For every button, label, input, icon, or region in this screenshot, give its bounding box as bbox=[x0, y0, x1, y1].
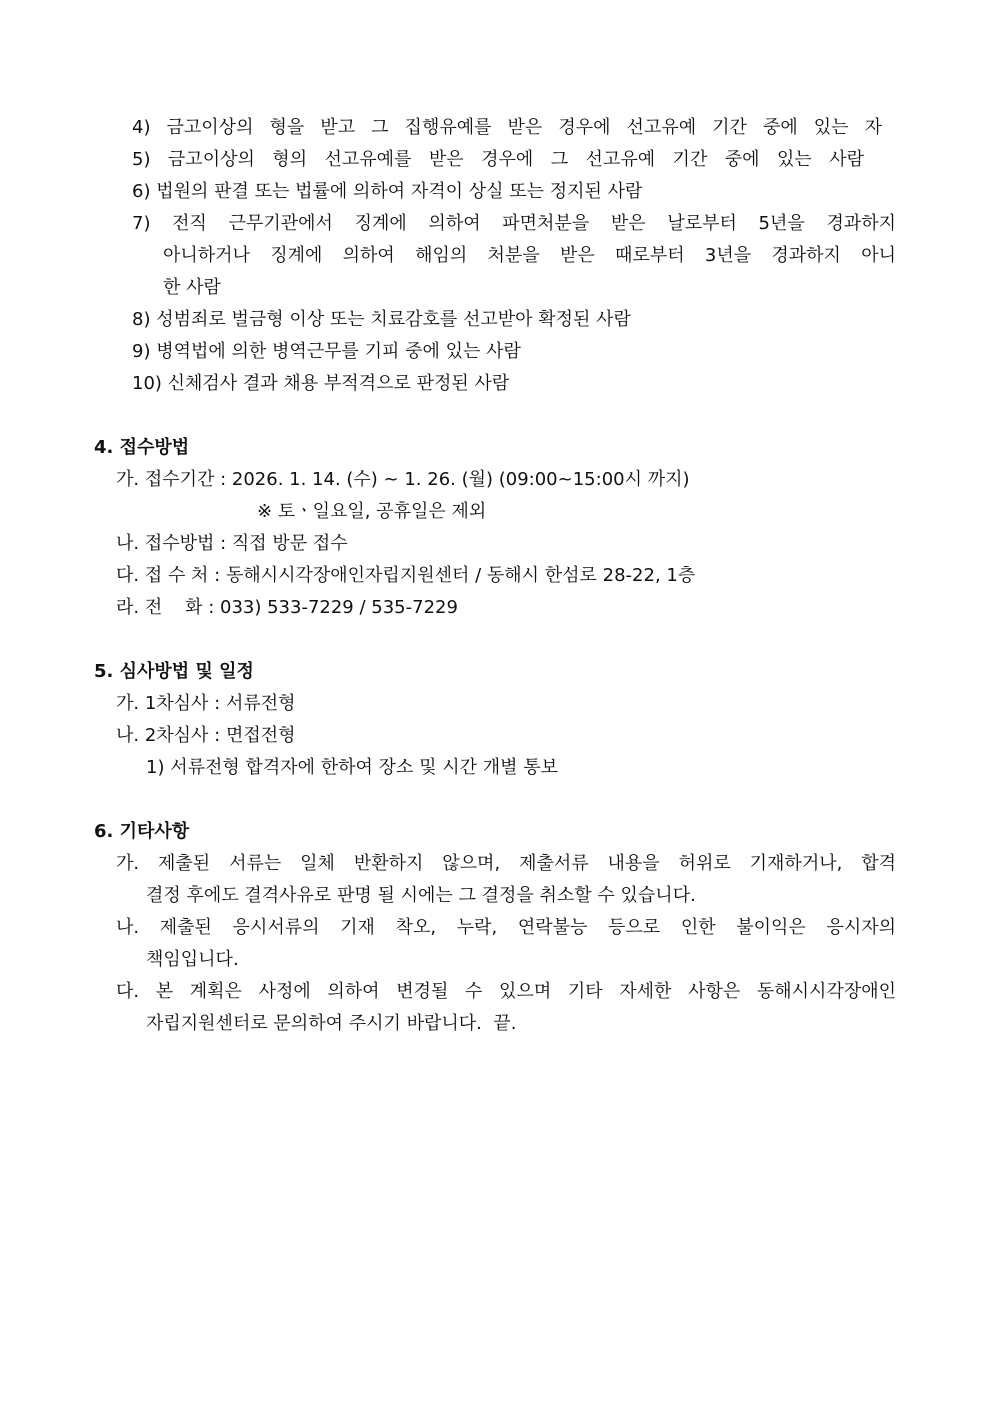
disqualification-item-6: 6) 법원의 판결 또는 법률에 의하여 자격이 상실 또는 정지된 사람 bbox=[132, 181, 643, 202]
disqualification-item-7: 7) 전직 근무기관에서 징계에 의하여 파면처분을 받은 날로부터 5년을 경과하지 bbox=[132, 213, 896, 234]
reception-method: 나. 접수방법 : 직접 방문 접수 bbox=[116, 533, 348, 554]
reception-period-note: ※ 토ㆍ일요일, 공휴일은 제외 bbox=[257, 501, 487, 522]
disqualification-item-5: 5) 금고이상의 형의 선고유예를 받은 경우에 그 선고유예 기간 중에 있는 사람 bbox=[132, 149, 864, 170]
first-screening: 가. 1차심사 : 서류전형 bbox=[116, 693, 296, 714]
reception-place: 다. 접 수 처 : 동해시시각장애인자립지원센터 / 동해시 한섬로 28-22, 1층 bbox=[116, 565, 696, 586]
disqualification-item-9: 9) 병역법에 의한 병역근무를 기피 중에 있는 사람 bbox=[132, 341, 521, 362]
disqualification-item-8: 8) 성범죄로 벌금형 이상 또는 치료감호를 선고받아 확정된 사람 bbox=[132, 309, 631, 330]
reception-period: 가. 접수기간 : 2026. 1. 14. (수) ~ 1. 26. (월) (09:00~15:00시 까지) bbox=[116, 469, 690, 490]
disqualification-item-7-cont2: 한 사람 bbox=[163, 277, 221, 298]
second-screening: 나. 2차심사 : 면접전형 bbox=[116, 725, 296, 746]
disqualification-item-4: 4) 금고이상의 형을 받고 그 집행유예를 받은 경우에 선고유예 기간 중에 있는 자 bbox=[132, 117, 882, 138]
disqualification-item-7-cont: 아니하거나 징계에 의하여 해임의 처분을 받은 때로부터 3년을 경과하지 아니 bbox=[163, 245, 896, 266]
section-6-title: 6. 기타사항 bbox=[94, 821, 190, 842]
disqualification-item-10: 10) 신체검사 결과 채용 부적격으로 판정된 사람 bbox=[132, 373, 510, 394]
note-a-line-2: 결정 후에도 결격사유로 판명 될 시에는 그 결정을 취소할 수 있습니다. bbox=[146, 885, 696, 906]
reception-phone: 라. 전 화 : 033) 533-7229 / 535-7229 bbox=[116, 597, 458, 618]
note-a-line-1: 가. 제출된 서류는 일체 반환하지 않으며, 제출서류 내용을 허위로 기재하거나, 합격 bbox=[116, 853, 896, 874]
note-b-line-1: 나. 제출된 응시서류의 기재 착오, 누락, 연락불능 등으로 인한 불이익은 응시자의 bbox=[116, 917, 896, 938]
second-screening-note: 1) 서류전형 합격자에 한하여 장소 및 시간 개별 통보 bbox=[146, 757, 559, 778]
note-c-line-2: 자립지원센터로 문의하여 주시기 바랍니다. 끝. bbox=[146, 1013, 517, 1034]
note-c-line-1: 다. 본 계획은 사정에 의하여 변경될 수 있으며 기타 자세한 사항은 동해시시각장애인 bbox=[116, 981, 896, 1002]
section-4-title: 4. 접수방법 bbox=[94, 437, 190, 458]
note-b-line-2: 책임입니다. bbox=[146, 949, 239, 970]
section-5-title: 5. 심사방법 및 일정 bbox=[94, 661, 254, 682]
